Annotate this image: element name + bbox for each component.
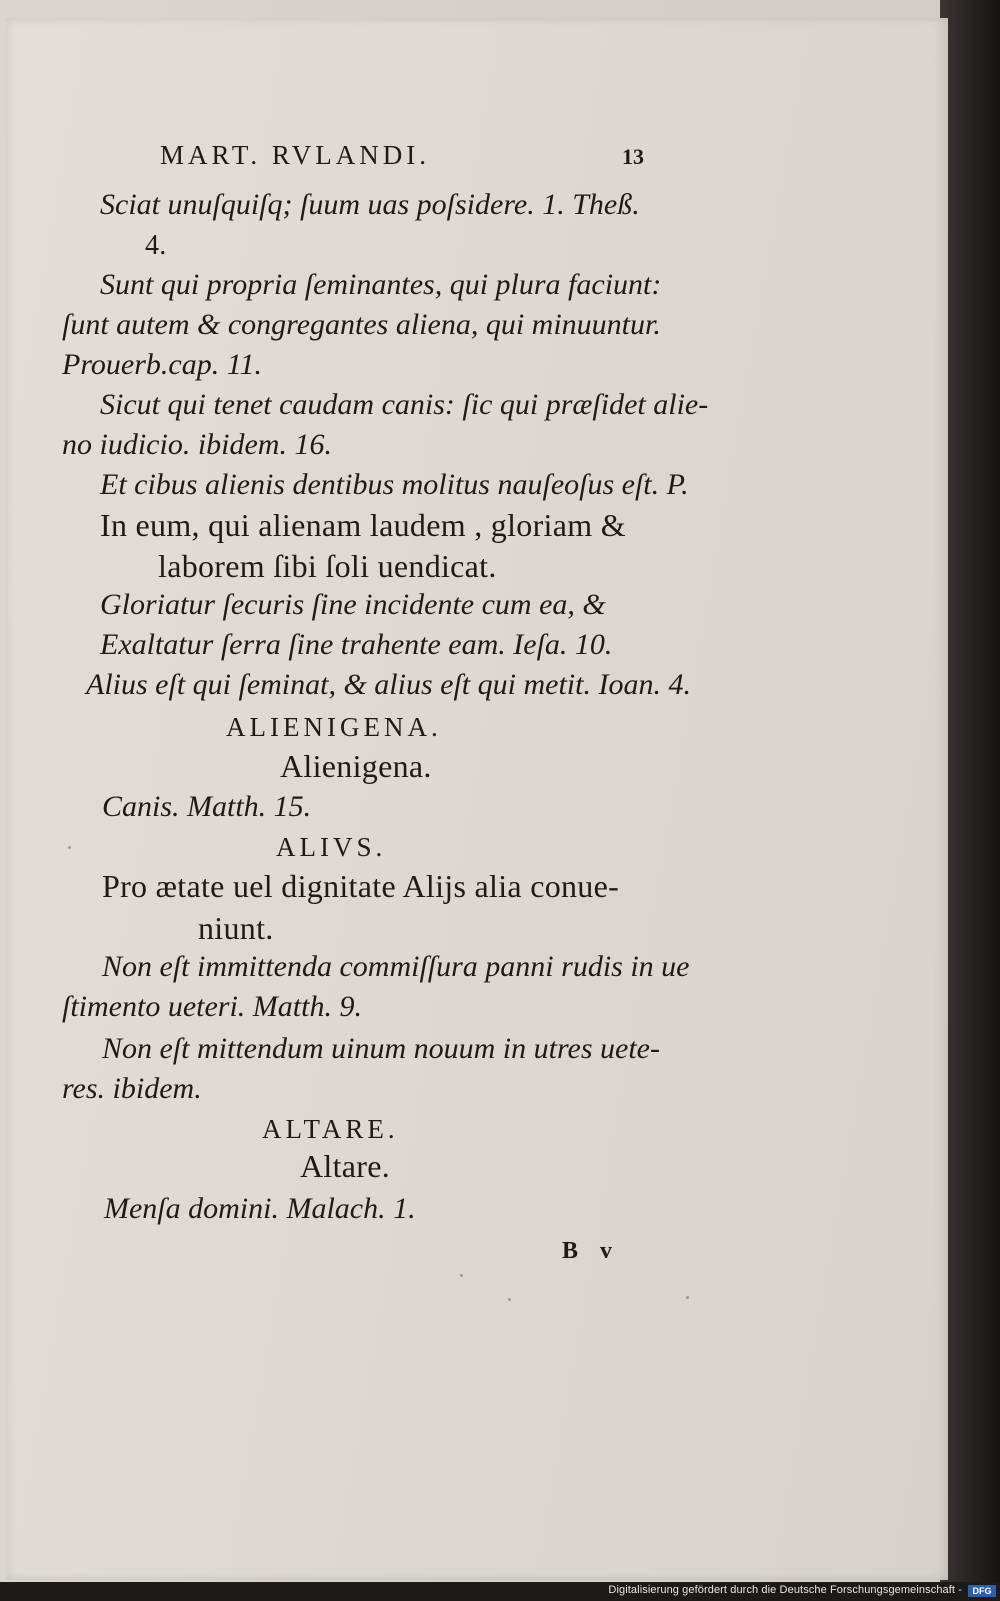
section-heading: ALIVS. (276, 832, 387, 862)
scan-dark-edge (940, 0, 1000, 1601)
text-line: Alius eſt qui ſeminat, & alius eſt qui metit. Ioan. 4. (86, 668, 691, 701)
text-line: ſunt autem & congregantes aliena, qui minuuntur. (62, 308, 661, 341)
section-subheading: Alienigena. (280, 748, 432, 784)
text-line: 4. (145, 230, 167, 261)
text-line: Et cibus alienis dentibus molitus nauſeoſus eſt. P. (100, 468, 689, 501)
text-line: niunt. (198, 910, 274, 946)
paper-speck (686, 1296, 689, 1299)
text-line: Gloriatur ſecuris ſine incidente cum ea, & (100, 588, 606, 621)
section-subheading: Altare. (300, 1148, 391, 1184)
text-line: Exaltatur ſerra ſine trahente eam. Ieſa. 10. (100, 628, 613, 661)
page-number: 13 (622, 144, 644, 169)
text-line: In eum, qui alienam laudem , gloriam & (100, 507, 626, 543)
text-line: Sunt qui propria ſeminantes, qui plura faciunt: (100, 268, 662, 301)
running-title: MART. RVLANDI. (160, 140, 430, 170)
section-heading: ALTARE. (262, 1114, 399, 1144)
paper-speck (460, 1274, 463, 1277)
dfg-logo-badge: DFG (968, 1585, 996, 1597)
text-line: Canis. Matth. 15. (102, 790, 312, 823)
paper-speck (508, 1298, 511, 1301)
text-line: ſtimento ueteri. Matth. 9. (62, 990, 362, 1023)
text-line: res. ibidem. (62, 1072, 202, 1105)
text-line: Sciat unuſquiſq; ſuum uas poſsidere. 1. Theß. (100, 188, 640, 221)
paper-speck (68, 846, 71, 849)
text-line: Menſa domini. Malach. 1. (104, 1192, 416, 1225)
section-heading: ALIENIGENA. (226, 712, 442, 742)
signature-mark: B v (562, 1238, 621, 1264)
text-line: laborem ſibi ſoli uendicat. (158, 548, 497, 584)
text-line: Pro ætate uel dignitate Alijs alia conue- (102, 868, 620, 904)
text-line: Non eſt immittenda commiſſura panni rudis in ue (102, 950, 690, 983)
text-line: Prouerb.cap. 11. (62, 348, 262, 381)
text-line: no iudicio. ibidem. 16. (62, 428, 332, 461)
text-line: Sicut qui tenet caudam canis: ſic qui præſidet alie- (100, 388, 709, 421)
footer-credit: Digitalisierung gefördert durch die Deutsche Forschungsgemeinschaft - (608, 1584, 962, 1596)
text-line: Non eſt mittendum uinum nouum in utres uete- (102, 1032, 660, 1065)
